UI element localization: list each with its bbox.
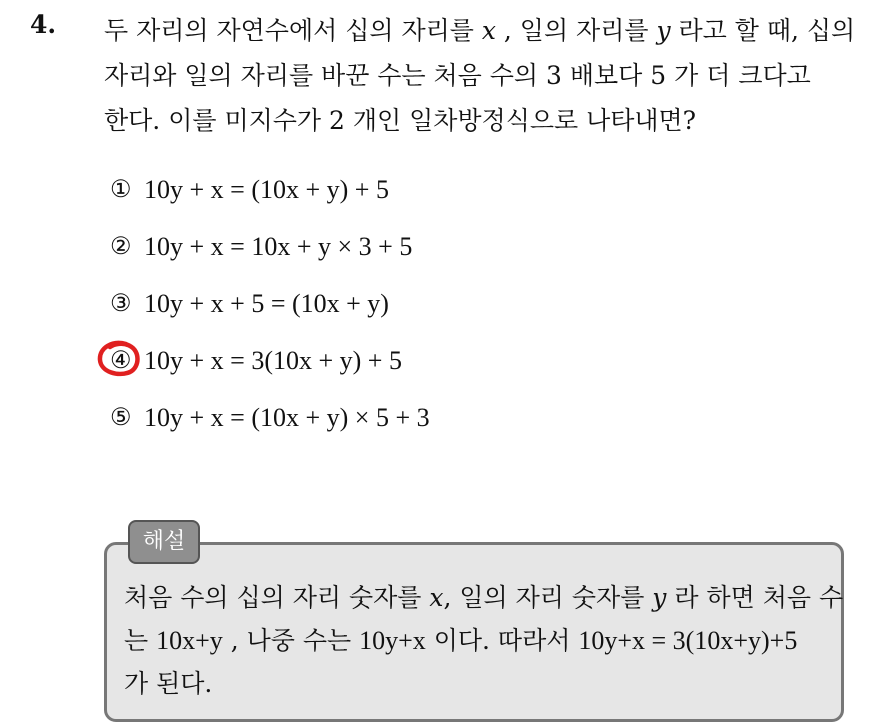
- choice-1-number: ①: [110, 175, 132, 203]
- choice-1-expression: 10y + x = (10x + y) + 5: [144, 175, 389, 204]
- choice-4-number: ④: [110, 346, 132, 374]
- answer-choices: [110, 175, 430, 460]
- solution-line-1-part-b: , 일의 자리 숫자를: [443, 583, 653, 612]
- choice-2-expression: 10y + x = 10x + y × 3 + 5: [144, 232, 413, 261]
- solution-text: [124, 576, 844, 705]
- question-line-1-part-a: 두 자리의 자연수에서 십의 자리를: [104, 16, 482, 45]
- choice-3[interactable]: [110, 289, 430, 346]
- question-line-3: 한다. 이를 미지수가 2 개인 일차방정식으로 나타내면?: [104, 106, 697, 135]
- choice-4[interactable]: [110, 346, 430, 403]
- question-line-1-part-b: , 일의 자리를: [495, 16, 657, 45]
- solution-line-2: [124, 619, 834, 662]
- question-line-1-part-c: 라고 할 때, 십의: [670, 16, 856, 45]
- solution-equation: 10y+x = 3(10x+y)+5: [578, 626, 798, 655]
- choice-1[interactable]: [110, 175, 430, 232]
- solution-line-2-part-a: 는: [124, 626, 157, 655]
- choice-4-expression: 10y + x = 3(10x + y) + 5: [144, 346, 402, 375]
- solution-line-1: [124, 576, 844, 619]
- answer-circle-mark-icon: [96, 339, 142, 379]
- solution-math-swapped: 10y+x: [359, 626, 426, 655]
- question-text: [104, 8, 874, 143]
- variable-y: y: [656, 16, 671, 45]
- choice-5-number: ⑤: [110, 403, 132, 431]
- solution-line-3: 가 된다.: [124, 669, 213, 698]
- question-line-1: [104, 8, 874, 53]
- question-number: 4.: [30, 10, 57, 39]
- question-line-2: 자리와 일의 자리를 바꾼 수는 처음 수의 3 배보다 5 가 더 크다고: [104, 61, 811, 90]
- choice-2[interactable]: [110, 232, 430, 289]
- solution-math-original: 10x+y: [156, 626, 223, 655]
- choice-5[interactable]: [110, 403, 430, 460]
- choice-5-expression: 10y + x = (10x + y) × 5 + 3: [144, 403, 430, 432]
- choice-2-number: ②: [110, 232, 132, 260]
- choice-3-number: ③: [110, 289, 132, 317]
- solution-line-1-part-c: 라 하면 처음 수: [666, 583, 844, 612]
- solution-variable-x: x: [429, 583, 444, 612]
- solution-tab-label: 해설: [128, 520, 200, 564]
- solution-line-2-part-b: , 나중 수는: [222, 626, 360, 655]
- choice-3-expression: 10y + x + 5 = (10x + y): [144, 289, 389, 318]
- solution-line-1-part-a: 처음 수의 십의 자리 숫자를: [124, 583, 430, 612]
- solution-line-2-part-c: 이다. 따라서: [425, 626, 579, 655]
- solution-variable-y: y: [652, 583, 667, 612]
- variable-x: x: [481, 16, 496, 45]
